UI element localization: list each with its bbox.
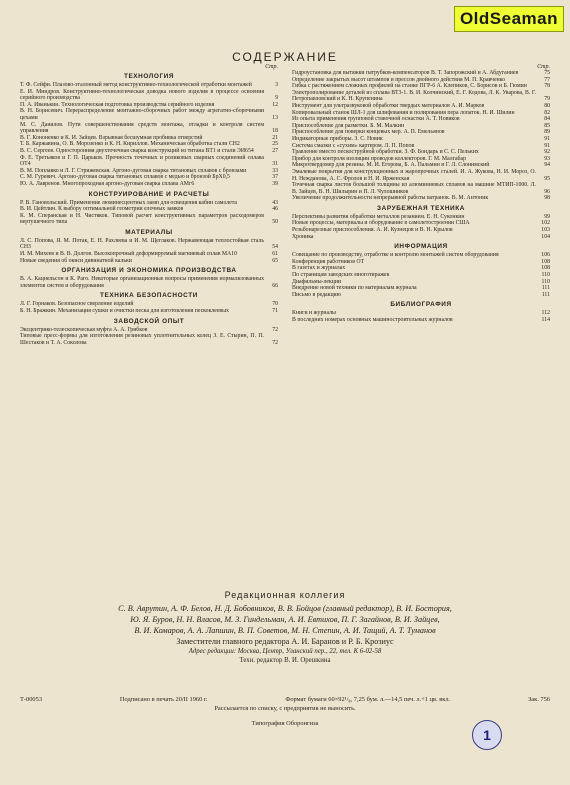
toc-entry-text: Новые сведения об окиси дивинатной кальки — [20, 257, 132, 264]
toc-entry-page: 43 — [272, 199, 278, 206]
library-stamp: 1 — [472, 720, 502, 750]
toc-entry — [20, 308, 278, 315]
toc-entry — [20, 206, 278, 213]
toc-entry — [292, 227, 550, 234]
toc-entry — [292, 234, 550, 241]
toc-entry-page: 108 — [541, 265, 550, 272]
toc-entry-page: 111 — [541, 285, 550, 292]
toc-entry — [20, 258, 278, 265]
section-heading: КОНСТРУИРОВАНИЕ И РАСЧЕТЫ — [88, 190, 210, 198]
toc-entry-page: 75 — [544, 70, 550, 76]
toc-entry-text: Прибор для контроля изоляции проводов коллекторов. Г. М. Малгабар — [292, 155, 466, 162]
toc-entry — [20, 213, 278, 226]
toc-entry-text: Инструмент для ультразвуковой обработки твердых материалов А. И. Марков — [292, 102, 485, 109]
toc-entry-page: 80 — [544, 102, 550, 109]
toc-entry — [292, 129, 550, 136]
toc-entry-page: 111 — [541, 291, 550, 298]
toc-entry — [20, 122, 278, 135]
toc-entry-text: Книги и журналы — [292, 310, 336, 317]
toc-entry — [292, 259, 550, 266]
toc-entry-page: 79 — [544, 96, 550, 103]
section-heading: ЗАРУБЕЖНАЯ ТЕХНИКА — [377, 204, 465, 212]
toc-entry-page: 66 — [272, 282, 278, 289]
toc-entry-text: М. С. Данилов. Пути совершенствования средств монтажа, отладки и контроля систем управления — [20, 121, 264, 135]
toc-entry-text: Б. Н. Бражкин. Механизация сушки и очистки песка для изготовления пескоклеевых — [20, 308, 229, 315]
toc-entry-text: Е. И. Миндров. Конструктивно-технологическая доводка нового изделия в процессе освоения серийного производства — [20, 88, 264, 102]
toc-entry — [292, 317, 550, 324]
toc-entry-text: Т. Б. Каржавина, О. В. Морозенко и К. Н. Кириллов. Механическая обработка стали СН2 — [20, 141, 240, 148]
toc-entry-text: Система смазки с «сухим» картером. Л. П. Попов — [292, 142, 415, 149]
toc-entry — [20, 181, 278, 188]
toc-entry-text: Р. В. Гановольский. Применение люминесцентных ламп для освещения кабин самолета — [20, 199, 237, 206]
toc-entry-page: 39 — [272, 180, 278, 187]
toc-entry-text: П. А. Иванькин. Технологическая подготовка производства серийного изделия — [20, 101, 215, 108]
toc-entry-text: По страницам заводских многотиражек — [292, 272, 390, 279]
section-heading: МАТЕРИАЛЫ — [125, 228, 173, 236]
toc-entry — [20, 301, 278, 308]
toc-entry — [292, 83, 550, 90]
toc-entry-page: 54 — [272, 244, 278, 251]
imprint-typography: Типография Оборонгиза — [251, 720, 319, 727]
toc-entry-page: 98 — [544, 195, 550, 202]
section-heading: БИБЛИОГРАФИЯ — [390, 301, 452, 309]
toc-entry-text: Хроника — [292, 233, 314, 240]
toc-entry-page: 12 — [272, 101, 278, 108]
toc-entry-text: Ю. А. Лавренов. Многопроходная аргоно-дуговая сварка сплава АМг6 — [20, 180, 195, 187]
imprint-distribution: Рассылается по списку, с предприятия не выносить. — [214, 705, 356, 712]
toc-entry — [20, 141, 278, 148]
toc-entry-page: 25 — [272, 141, 278, 148]
toc-entry-text: В. А. Кацнельсон и К. Раго. Некоторые организационные вопросы применения нормализованных элементов систем и оборудования — [20, 276, 264, 289]
editorial-names: В. И. Комаров, А. А. Лапшин, В. П. Советов, М. Н. Степин, А. И. Тащий, А. Т. Туманов — [134, 626, 436, 635]
page-column-label: Стр. — [265, 64, 278, 70]
toc-entry-page: 106 — [541, 252, 550, 259]
toc-entry-text: И. М. Михеев и В. В. Долгов. Высокопрочный деформируемый магниевый сплав МА10 — [20, 251, 238, 258]
toc-entry-text: Типовые пресс-формы для изготовления резиновых уплотнительных колец З. Е. Стырин, П. П. Шестаков и Т. А. Соколова — [20, 333, 264, 346]
toc-entry — [292, 70, 550, 77]
toc-entry-page: 92 — [544, 149, 550, 156]
toc-entry-page: 99 — [544, 213, 550, 220]
contents-right-column — [292, 64, 550, 324]
toc-entry — [292, 149, 550, 156]
imprint — [20, 695, 550, 728]
toc-entry-page: 77 — [544, 76, 550, 83]
toc-entry — [20, 82, 278, 89]
toc-entry — [20, 276, 278, 289]
toc-entry-page: 110 — [541, 272, 550, 279]
toc-entry — [292, 90, 550, 103]
toc-entry-text: Микротвердомер для резины. М. И. Егорова, Б. А. Пальмин и Г. Л. Слонимский — [292, 162, 490, 169]
toc-entry — [292, 103, 550, 110]
toc-entry — [292, 162, 550, 169]
toc-entry-text: Внедрение новой техники по материалам журнала — [292, 285, 417, 292]
toc-entry-text: Конференция работников ОТ — [292, 258, 365, 265]
editorial-board — [0, 590, 570, 665]
toc-entry-text: Электрополирование деталей из сплава ВТ3-1. В. И. Колчинский, Е. Г. Кодова, Л. К. Уварова, В. Г. Петропавловский и К. Н. Крупенина — [292, 89, 536, 103]
toc-entry-page: 84 — [544, 116, 550, 123]
toc-entry-text: Л. Г. Горнаков. Безопасное сверление изделий — [20, 301, 134, 308]
toc-entry-text: В. Г. Кононенко и К. И. Зайцев. Взрывная бесшумная пробивка отверстий — [20, 134, 203, 141]
toc-entry — [292, 169, 550, 182]
toc-entry-page: 72 — [272, 326, 278, 333]
toc-entry-text: Диафильмы-лекции — [292, 278, 342, 285]
toc-entry-page: 103 — [541, 227, 550, 234]
contents-left-column — [20, 64, 278, 346]
toc-entry-text: В. М. Поплавко и Л. Г. Стрижевская. Аргоно-дуговая сварка титановых сплавов с бронзами — [20, 167, 247, 174]
toc-entry-page: 102 — [541, 220, 550, 227]
toc-entry-text: Ф. Е. Третьяков и Г. П. Царьков. Прочность точечных и роликовых сварных соединений сплава ОТ4 — [20, 154, 264, 168]
toc-entry — [20, 251, 278, 258]
toc-entry-text: Совещание по производству, отработке и контролю монтажей систем оборудования — [292, 252, 499, 259]
toc-entry-text: Точечная сварка листов большой толщины из алюминиевых сплавов на машине МТИП-1000. Л. В. Зайцев, В. Н. Шилырин и П. Л. Чулошников — [292, 182, 536, 195]
toc-entry — [20, 333, 278, 346]
toc-entry-page: 65 — [272, 257, 278, 264]
toc-entry-page: 110 — [541, 278, 550, 285]
toc-entry — [292, 182, 550, 195]
section-heading: ЗАВОДСКОЙ ОПЫТ — [113, 317, 185, 325]
toc-entry-text: Определение закрытых высот штампов и прессов двойного действия М. П. Кравченко — [292, 76, 506, 83]
deputy-editors: Заместители главного редактора А. И. Баранов и Р. Б. Крозиус — [176, 637, 394, 646]
toc-entry-text: В. И. Цейтлин. К выбору оптимальной геометрии елочных замков — [20, 206, 184, 213]
section-heading: ИНФОРМАЦИЯ — [394, 243, 448, 251]
toc-entry-page: 93 — [544, 155, 550, 162]
toc-entry-page: 13 — [272, 114, 278, 121]
toc-entry-page: 71 — [272, 308, 278, 315]
toc-entry-page: 21 — [272, 134, 278, 141]
toc-entry-text: Новые процессы, материалы и оборудование в самолетостроении США — [292, 220, 470, 227]
toc-entry-page: 104 — [541, 233, 550, 240]
toc-entry-text: Индикаторные приборы. З. С. Новик — [292, 135, 383, 142]
toc-entry-text: Перспективы развития обработки металлов резанием. Е. Н. Суконкин — [292, 213, 465, 220]
imprint-signed: Подписано в печать 20/II 1960 г. — [119, 696, 208, 703]
toc-entry-page: 94 — [544, 162, 550, 169]
toc-entry-page: 9 — [275, 95, 278, 102]
section-heading: ОРГАНИЗАЦИЯ И ЭКОНОМИКА ПРОИЗВОДСТВА — [61, 267, 237, 275]
toc-entry-page: 18 — [272, 128, 278, 135]
imprint-order: Зак. 756 — [528, 696, 550, 703]
toc-entry — [20, 174, 278, 181]
toc-entry-page: 70 — [272, 301, 278, 308]
editorial-names: Ю. Я. Буров, Н. Н. Власов, М. З. Гиндельман, А. И. Евтихов, П. Г. Загайнов, В. И. Зайцев, — [130, 615, 440, 624]
toc-entry-text: Приспособление для поверки концевых мер. А. П. Емельянов — [292, 129, 445, 136]
toc-entry-text: Эксцентрико-телескопическая муфта А. А. Грибков — [20, 326, 148, 333]
toc-entry — [20, 148, 278, 155]
toc-entry-page: 91 — [544, 142, 550, 149]
toc-entry — [292, 195, 550, 202]
toc-entry-text: Гибка с растяжением сложных профилей на станке ПГР-6 А. Клепиков, С. Борисов и Б. Гюмин — [292, 83, 527, 90]
toc-entry-text: В. С. Сергеев. Односторонняя двухточечная сварка конструкций из титана ВТ1 и стали ЭИ654 — [20, 147, 254, 154]
toc-entry — [20, 155, 278, 168]
toc-entry-page: 112 — [541, 310, 550, 317]
section-heading: ТЕХНИКА БЕЗОПАСНОСТИ — [100, 292, 198, 300]
toc-entry-page: 37 — [272, 174, 278, 181]
toc-entry — [20, 89, 278, 102]
toc-entry-page: 85 — [544, 122, 550, 129]
imprint-code: Т-00053 — [20, 696, 43, 703]
toc-entry-text: Приспособление для разметки. Б. М. Малкин — [292, 122, 405, 129]
toc-entry-text: В последних номерах основных машиностроительных журналов — [292, 317, 453, 323]
toc-entry-text: Травление вместо пескоструйной обработки. З. Ф. Бондарь и С. С. Пельких — [292, 149, 479, 156]
toc-entry-text: Т. Ф. Сейфи. Плазово-эталонный метод конструктивно-технологической отработки монтажей — [20, 82, 252, 88]
toc-entry-page: 27 — [272, 147, 278, 154]
toc-entry-page: 46 — [272, 206, 278, 213]
editorial-address: Адрес редакции: Москва, Центр, Уланский пер., 22, тел. К 6-02-58 — [188, 648, 382, 655]
toc-entry-page: 72 — [272, 339, 278, 346]
toc-entry-page: 33 — [272, 167, 278, 174]
toc-entry-text: Л. С. Попова, Я. М. Потак, Е. Н. Рахлеева и И. М. Щеглаков. Нержавеющая теплостойкая сталь СН3 — [20, 237, 264, 251]
toc-entry — [292, 272, 550, 279]
toc-entry-text: Гидроустановка для вытяжки патрубков-компенсаторов В. Т. Запорожский и А. Абдуганиев — [292, 70, 519, 76]
page-title: СОДЕРЖАНИЕ — [232, 50, 338, 64]
toc-entry-page: 61 — [272, 251, 278, 258]
toc-entry-page: 82 — [544, 109, 550, 116]
toc-entry — [292, 265, 550, 272]
toc-entry-text: Увеличение продолжительности непрерывной работы ватранок. В. М. Антоник — [292, 195, 489, 202]
imprint-format: Формат бумаги 60×92¹/₈, 7,25 бум. л.—14,5 печ. л.+1 цв. вкл. — [285, 696, 451, 703]
toc-entry — [292, 310, 550, 317]
toc-entry-page: 3 — [275, 82, 278, 88]
toc-entry — [292, 136, 550, 143]
toc-entry-page: 114 — [541, 317, 550, 323]
toc-entry-text: В газетах и журналах — [292, 265, 346, 272]
toc-entry — [292, 285, 550, 292]
toc-entry-text: К. М. Сперанская и Н. Чистяков. Типовой расчет конструктивных параметров расходомеров вертушечного типа — [20, 212, 264, 226]
toc-entry — [292, 116, 550, 123]
editorial-names: С. В. Аврутин, А. Ф. Белов, Н. Д. Бобовников, В. В. Бойцов (главный редактор), В. И. Бостория, — [118, 604, 452, 613]
editorial-heading: Редакционная коллегия — [224, 590, 346, 600]
toc-entry-text: Письмо в редакцию — [292, 291, 341, 298]
toc-entry — [20, 238, 278, 251]
toc-entry-text: В. Н. Борисевич. Перераспределение монтажно-сборочных работ между агрегатно-сборочными цехами — [20, 108, 264, 121]
toc-entry — [292, 252, 550, 259]
toc-entry — [292, 292, 550, 299]
toc-entry-page: 89 — [544, 129, 550, 136]
toc-entry-text: Копировальный станок ШЛ-1 для шлифования и полирования пера лопаток. Н. И. Шилин — [292, 109, 515, 116]
toc-entry-text: Эмалевые покрытия для конструкционных и жаропрочных сталей. И. А. Жукова, Н. И. Мороз, О. Н. Нежданова, А. С. Фролов и Н. И. Ярженская — [292, 168, 536, 182]
toc-entry-text: С. М. Гуревич. Аргоно-дуговая сварка титановых сплавов с медью и бронзой БрХ0,5 — [20, 174, 230, 181]
toc-entry-page: 78 — [544, 83, 550, 90]
toc-entry-page: 96 — [544, 188, 550, 195]
toc-entry-text: Резьбонарезные приспособления. А. И. Кузнецов и В. Н. Крылов — [292, 227, 453, 234]
toc-entry-page: 91 — [544, 135, 550, 142]
tech-editor: Техн. редактор В. И. Орешкина — [239, 657, 331, 664]
toc-entry-page: 108 — [541, 258, 550, 265]
watermark: OldSeaman — [454, 6, 564, 32]
toc-entry-page: 95 — [544, 175, 550, 182]
page-column-label: Стр. — [537, 64, 550, 70]
toc-entry — [20, 108, 278, 121]
section-heading: ТЕХНОЛОГИЯ — [123, 73, 175, 80]
toc-entry-page: 50 — [272, 219, 278, 226]
toc-entry-page: 31 — [272, 161, 278, 168]
toc-entry-text: Из опыта применения групповой ставочной оснастки А. Т. Новиков — [292, 116, 460, 123]
